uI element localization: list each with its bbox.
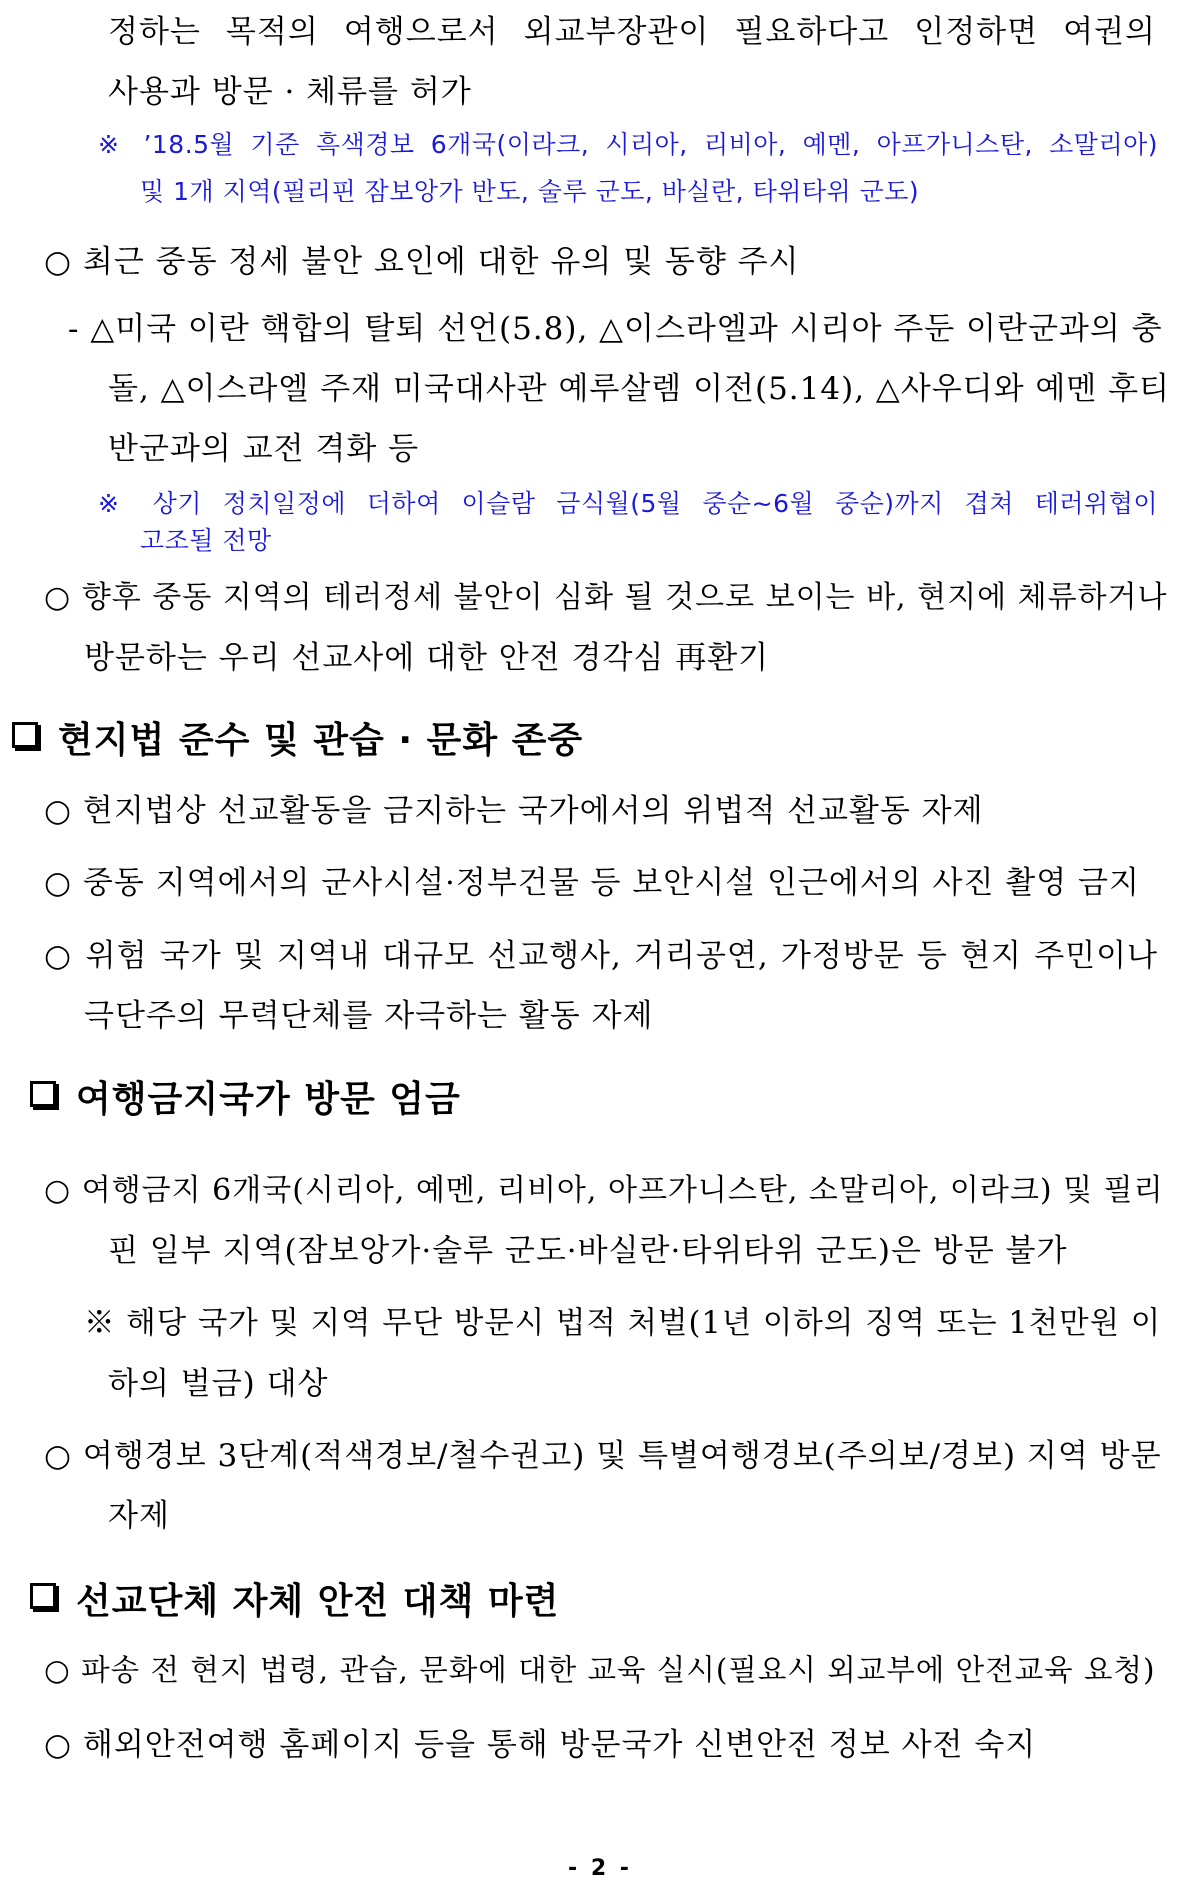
- note-line: ※ ’18.5월 기준 흑색경보 6개국(이라크, 시리아, 리비아, 예멘, 아프가니스탄, 소말리아): [98, 130, 1158, 159]
- bullet-item: ○ 중동 지역에서의 군사시설·정부건물 등 보안시설 인근에서의 사진 촬영 금지: [44, 865, 1140, 901]
- section-title: 선교단체 자체 안전 대책 마련: [76, 1581, 560, 1622]
- text-line: 돌, △이스라엘 주재 미국대사관 예루살렘 이전(5.14), △사우디와 예멘 후티: [108, 371, 1171, 407]
- section-title: 여행금지국가 방문 엄금: [76, 1079, 461, 1120]
- note-line: 고조될 전망: [140, 526, 272, 555]
- text-line: 정하는 목적의 여행으로서 외교부장관이 필요하다고 인정하면 여권의: [108, 14, 1156, 50]
- bullet-item: ○ 파송 전 현지 법령, 관습, 문화에 대한 교육 실시(필요시 외교부에 안전교육 요청): [44, 1653, 1156, 1687]
- page-number: - 2 -: [568, 1856, 632, 1881]
- text-line: 하의 벌금) 대상: [108, 1366, 329, 1402]
- bullet-item: ○ 여행금지 6개국(시리아, 예멘, 리비아, 아프가니스탄, 소말리아, 이라크) 및 필리: [44, 1173, 1164, 1208]
- section-title: 현지법 준수 및 관습 · 문화 존중: [58, 720, 584, 761]
- section-heading: [30, 1573, 559, 1624]
- checkbox-square-icon: [12, 722, 38, 748]
- bullet-item: ○ 현지법상 선교활동을 금지하는 국가에서의 위법적 선교활동 자제: [44, 793, 984, 829]
- note-line: 및 1개 지역(필리핀 잠보앙가 반도, 술루 군도, 바실란, 타위타위 군도): [140, 177, 920, 206]
- text-line: 반군과의 교전 격화 등: [108, 431, 420, 467]
- text-line: 사용과 방문 · 체류를 허가: [108, 74, 472, 110]
- text-line: 방문하는 우리 선교사에 대한 안전 경각심 再환기: [84, 640, 770, 676]
- section-heading: [12, 712, 583, 763]
- bullet-item: ○ 향후 중동 지역의 테러정세 불안이 심화 될 것으로 보이는 바, 현지에 체류하거나: [44, 580, 1168, 615]
- bullet-item: ○ 위험 국가 및 지역내 대규모 선교행사, 거리공연, 가정방문 등 현지 주민이나: [44, 938, 1158, 974]
- note-line: ※ 상기 정치일정에 더하여 이슬람 금식월(5월 중순∼6월 중순)까지 겹쳐 테러위협이: [98, 489, 1158, 518]
- text-line: 극단주의 무력단체를 자극하는 활동 자제: [84, 998, 654, 1034]
- checkbox-square-icon: [30, 1583, 56, 1609]
- bullet-item: ○ 여행경보 3단계(적색경보/철수권고) 및 특별여행경보(주의보/경보) 지역 방문: [44, 1438, 1162, 1474]
- bullet-item: ○ 최근 중동 정세 불안 요인에 대한 유의 및 동향 주시: [44, 244, 800, 280]
- section-heading: [30, 1071, 461, 1122]
- dash-item: - △미국 이란 핵합의 탈퇴 선언(5.8), △이스라엘과 시리아 주둔 이란군과의 충: [68, 311, 1163, 347]
- text-line: 자제: [108, 1498, 170, 1534]
- note-line: ※ 해당 국가 및 지역 무단 방문시 법적 처벌(1년 이하의 징역 또는 1천만원 이: [84, 1306, 1162, 1341]
- checkbox-square-icon: [30, 1081, 56, 1107]
- bullet-item: ○ 해외안전여행 홈페이지 등을 통해 방문국가 신변안전 정보 사전 숙지: [44, 1727, 1037, 1763]
- text-line: 핀 일부 지역(잠보앙가·술루 군도·바실란·타위타위 군도)은 방문 불가: [108, 1233, 1068, 1269]
